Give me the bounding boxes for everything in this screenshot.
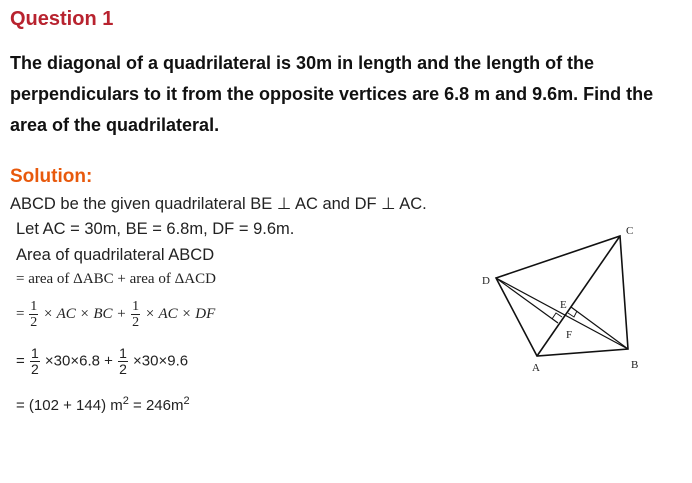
fraction-denominator: 2 — [30, 315, 38, 330]
fraction-denominator: 2 — [119, 361, 127, 377]
eq3-prefix: = — [16, 352, 25, 370]
solution-line-1: ABCD be the given quadrilateral BE ⊥ AC and DF ⊥ AC. — [10, 195, 427, 213]
eq2-term-1: × AC × BC + — [42, 305, 127, 322]
fraction-numerator: 1 — [30, 345, 39, 361]
fraction-numerator: 1 — [30, 299, 38, 314]
fraction-denominator: 2 — [30, 361, 39, 377]
label-d: D — [482, 275, 490, 287]
question-line-2: perpendiculars to it from the opposite vertices are 6.8 m and 9.6m. Find the — [10, 84, 654, 104]
fraction-half-4 — [118, 346, 128, 377]
fraction-half-1 — [29, 299, 38, 330]
eq2-term-2: × AC × DF — [144, 305, 216, 322]
equation-line-3 — [16, 346, 188, 377]
eq2-prefix: = — [16, 305, 25, 322]
label-f: F — [566, 329, 573, 341]
label-a: A — [532, 362, 540, 374]
right-angle-mark-f — [568, 311, 577, 317]
fraction-numerator: 1 — [119, 345, 127, 361]
question-line-3: area of the quadrilateral. — [10, 115, 220, 135]
fraction-denominator: 2 — [132, 315, 140, 330]
eq4-text: = (102 + 144) m — [16, 397, 123, 414]
fraction-half-3 — [30, 346, 40, 377]
question-line-1: The diagonal of a quadrilateral is 30m in length and the length of the — [10, 53, 595, 73]
fraction-numerator: 1 — [132, 299, 140, 314]
perpendicular-bf — [571, 307, 628, 349]
eq4-result: = 246m — [128, 397, 184, 414]
label-b: B — [631, 359, 639, 371]
question-title: Question 1 — [10, 8, 114, 30]
equation-line-1: = area of ΔABC + area of ΔACD — [16, 271, 216, 287]
solution-line-3: Area of quadrilateral ABCD — [16, 246, 215, 264]
eq4-exponent-2: 2 — [183, 395, 190, 407]
eq3-term-1: ×30×6.8 + — [44, 352, 113, 370]
right-angle-mark-e — [552, 313, 562, 319]
label-e: E — [560, 299, 567, 311]
fraction-half-2 — [131, 299, 140, 330]
perpendicular-de — [496, 278, 558, 323]
eq3-term-2: ×30×9.6 — [133, 352, 189, 370]
question-text — [10, 48, 686, 141]
equation-line-2 — [16, 299, 215, 330]
eq4-exponent-1: 2 — [122, 395, 129, 407]
quadrilateral-diagram — [478, 220, 678, 380]
diagonal-bd — [496, 278, 628, 349]
solution-title: Solution: — [10, 166, 93, 187]
solution-line-2: Let AC = 30m, BE = 6.8m, DF = 9.6m. — [16, 220, 295, 238]
label-c: C — [626, 225, 634, 237]
equation-line-4 — [16, 395, 190, 414]
